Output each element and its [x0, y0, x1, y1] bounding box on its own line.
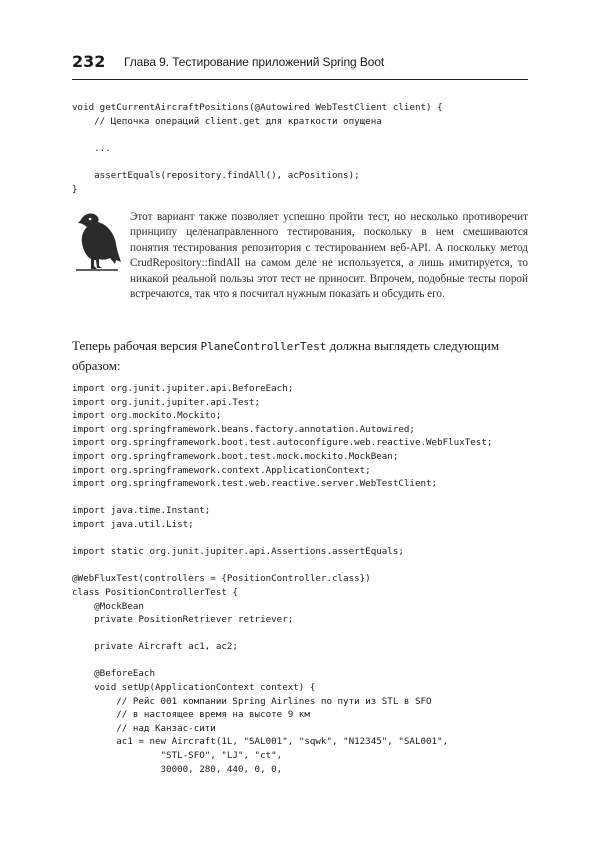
- code-line: import org.springframework.test.web.reactive.server.WebTestClient;: [72, 478, 438, 490]
- body-paragraph: [72, 336, 528, 375]
- code-line: private PositionRetriever retriever;: [72, 614, 294, 626]
- code-line: assertEquals(repository.findAll(), acPositions);: [72, 169, 360, 181]
- code-line: [72, 627, 492, 641]
- code-line: import org.mockito.Mockito;: [72, 410, 222, 422]
- paragraph-text-before: Теперь рабочая версия: [72, 338, 201, 353]
- code-line: import org.springframework.boot.test.mock.mockito.MockBean;: [72, 450, 399, 462]
- code-line: void getCurrentAircraftPositions(@Autowired WebTestClient client) {: [72, 102, 443, 113]
- code-line: ac1 = new Aircraft(1L, "SAL001", "sqwk", "N12345", "SAL001",: [72, 736, 449, 748]
- paragraph-text-after: должна выглядеть следующим образом:: [72, 338, 500, 373]
- code-line: // в настоящее время на высоте 9 км: [72, 709, 310, 721]
- code-line: [72, 155, 443, 169]
- header-rule: [72, 79, 528, 80]
- code-line: @MockBean: [72, 600, 144, 612]
- code-line: @BeforeEach: [72, 668, 155, 680]
- code-line: [72, 491, 492, 505]
- code-line: @WebFluxTest(controllers = {PositionController.class}): [72, 573, 371, 585]
- inline-code-class-name: PlaneControllerTest: [200, 340, 327, 353]
- note-text: Этот вариант также позволяет успешно пройти тест, но несколько противоречит принципу целенаправленного тестирования, поскольку в нем смешиваются понятия тестирования репозитория с тестированием веб-API. А поскольку метод CrudRepository::findAll на самом деле не используется, а лишь имитируется, то никакой реальной пользы этот тест не приносит. Впрочем, подобные тесты порой встречаются, так что я посчитал нужным показать и обсудить его.: [130, 211, 528, 301]
- code-line: void setUp(ApplicationContext context) {: [72, 682, 316, 694]
- code-line: import org.springframework.beans.factory.annotation.Autowired;: [72, 423, 415, 435]
- chapter-title: Глава 9. Тестирование приложений Spring Boot: [124, 55, 385, 69]
- code-line: 30000, 280, 440, 0, 0,: [72, 763, 283, 775]
- code-line: import org.springframework.boot.test.autoconfigure.web.reactive.WebFluxTest;: [72, 437, 493, 449]
- note-block: [72, 210, 528, 320]
- code-line: import org.springframework.context.ApplicationContext;: [72, 464, 371, 476]
- code-block-main: [72, 382, 492, 776]
- code-line: private Aircraft ac1, ac2;: [72, 641, 238, 653]
- code-line: }: [72, 183, 78, 195]
- code-line: [72, 128, 443, 142]
- code-line: ...: [72, 142, 111, 154]
- code-line: "STL-SFO", "LJ", "ct",: [72, 750, 283, 762]
- code-line: // над Канзас-сити: [72, 722, 216, 734]
- code-line: import java.util.List;: [72, 518, 194, 530]
- code-line: import org.junit.jupiter.api.Test;: [72, 396, 261, 408]
- code-line: import java.time.Instant;: [72, 505, 211, 517]
- code-block-top: [72, 101, 443, 196]
- code-line: // Цепочка операций client.get для краткости опущена: [72, 115, 382, 127]
- code-line: [72, 654, 492, 668]
- code-line: [72, 559, 492, 573]
- code-line: import static org.junit.jupiter.api.Assertions.assertEquals;: [72, 546, 404, 558]
- code-line: import org.junit.jupiter.api.BeforeEach;: [72, 383, 294, 394]
- page-header: [72, 52, 528, 72]
- page-number: 232: [72, 52, 106, 71]
- code-line: // Рейс 001 компании Spring Airlines по пути из STL в SFO: [72, 695, 432, 707]
- code-line: [72, 532, 492, 546]
- raven-icon: [72, 210, 122, 272]
- code-line: class PositionControllerTest {: [72, 586, 238, 598]
